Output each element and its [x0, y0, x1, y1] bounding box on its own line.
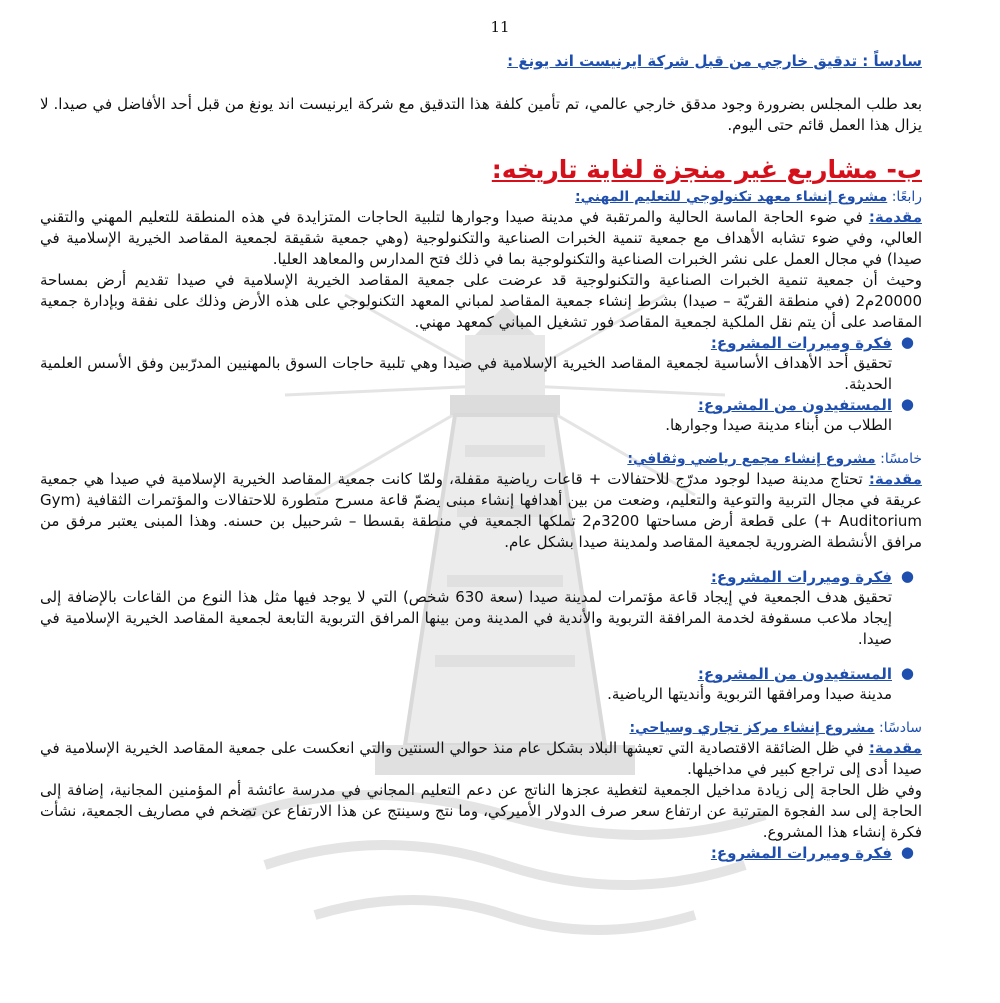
project-5-idea-label: فكرة وميررات المشروع:: [710, 568, 892, 586]
external-audit-text: بعد طلب المجلس بضرورة وجود مدقق خارجي عالمي، تم تأمين كلفة هذا التدقيق مع شركة ايرنيست اند يونغ من قبل أحد الأفاضل في صيدا. لا يزال هذا العمل قائم حتى اليوم.: [40, 95, 922, 134]
project-6-name: مشروع إنشاء مركز تجاري وسياحي:: [629, 720, 875, 736]
project-5-idea: [40, 567, 922, 650]
project-5-intro-label: مقدمة:: [868, 470, 922, 488]
project-4-idea: [40, 333, 922, 395]
project-4-name: مشروع إنشاء معهد تكنولوجي للتعليم المهني:: [575, 189, 888, 205]
project-5-label: خامسًا:: [880, 451, 922, 467]
project-5-benef-label: المستفيدون من المشروع:: [697, 665, 892, 683]
project-4-benef-text: الطلاب من أبناء مدينة صيدا وجوارها.: [665, 416, 892, 434]
project-6-intro: [40, 738, 922, 780]
project-4-beneficiaries: [40, 395, 922, 436]
project-6-label: سادسًا:: [879, 720, 922, 736]
bullet-icon: ●: [900, 843, 914, 861]
page-content: [40, 50, 922, 863]
section-heading-external-audit: سادساً : تدقيق خارجي من قبل شركة ايرنيست اند يونغ :: [507, 52, 922, 70]
bullet-icon: ●: [900, 664, 914, 682]
project-5-beneficiaries: [40, 664, 922, 705]
project-4-idea-label: فكرة وميررات المشروع:: [710, 334, 892, 352]
project-5-intro: [40, 469, 922, 553]
project-4-benef-label: المستفيدون من المشروع:: [697, 396, 892, 414]
project-6-intro-text: في ظل الضائقة الاقتصادية التي تعيشها البلاد بشكل عام منذ حوالي السنتين والتي انعكست على جمعية المقاصد الخيرية الإسلامية في صيدا أدى إلى تراجع كبير في مداخيلها.: [40, 739, 922, 778]
project-4-para2: وحيث أن جمعية تنمية الخبرات الصناعية والتكنولوجية قد عرضت على جمعية المقاصد الخيرية الإسلامية في صيدا تقديم أرض بمساحة 20000م2 (في منطقة القريّة – صيدا) بشرط إنشاء جمعية المقاصد لمباني المعهد التكنولوجي على هذه الأرض وذلك على نفقة وبإدارة جمعية المقاصد على أن يتم نقل الملكية لجمعية المقاصد فور تشغيل المباني كمعهد مهني.: [40, 271, 922, 331]
project-5-name: مشروع إنشاء مجمع رياضي وثقافي:: [627, 451, 876, 467]
project-4-intro-label: مقدمة:: [868, 208, 922, 226]
project-5-heading: [40, 450, 922, 469]
bullet-icon: ●: [900, 333, 914, 351]
project-6-idea-label: فكرة وميررات المشروع:: [710, 844, 892, 862]
project-4-heading: [40, 188, 922, 207]
part-b-title: ب- مشاريع غير منجزة لغاية تاريخه:: [491, 155, 922, 184]
project-4-label: رابعًا:: [891, 189, 922, 205]
bullet-icon: ●: [900, 395, 914, 413]
page-number: 11: [490, 18, 510, 36]
project-4-intro-text: في ضوء الحاجة الماسة الحالية والمرتقبة في مدينة صيدا وجوارها لتلبية الحاجات المتزايدة في هذه المنطقة للتعليم المهني والتقني العالي، وفي ضوء تشابه الأهداف مع جمعية تنمية الخبرات الصناعية والتكنولوجية (وهي جمعية شقيقة لجمعية المقاصد الخيرية الإسلامية في صيدا) في مجال العمل على نشر الخبرات الصناعية والتكنولوجية بما في ذلك فتح المدارس والمعاهد العليا.: [40, 208, 922, 268]
project-5-benef-text: مدينة صيدا ومرافقها التربوية وأنديتها الرياضية.: [607, 685, 892, 703]
bullet-icon: ●: [900, 567, 914, 585]
project-5-idea-text: تحقيق هدف الجمعية في إيجاد قاعة مؤتمرات لمدينة صيدا (سعة 630 شخص) التي لا يوجد فيها مثل هذا النوع من القاعات بالإضافة إلى إيجاد ملاعب مسقوفة لخدمة المرافقة التربوية والأندية في المدينة ومن بينها المرافق التربوية التابعة لجمعية المقاصد الخيرية الإسلامية في صيدا.: [40, 588, 893, 648]
project-6-intro-label: مقدمة:: [868, 739, 922, 757]
project-4-idea-text: تحقيق أحد الأهداف الأساسية لجمعية المقاصد الخيرية الإسلامية في صيدا وهي تلبية حاجات السوق بالمهنيين المدرّبين وفق الأسس العلمية الحديثة.: [40, 354, 892, 393]
project-6-heading: [40, 719, 922, 738]
project-4-intro: [40, 207, 922, 270]
project-5-intro-text: تحتاج مدينة صيدا لوجود مدرّج للاحتفالات + قاعات رياضية مقفلة، ولمّا كانت جمعية المقاصد الخيرية الإسلامية في صيدا هي جمعية عريقة في مجال التربية والتوعية والتعليم، وضعت من بين أهدافها إنشاء مبنى يضمّ قاعة مسرح متطورة للاحتفالات والمؤتمرات الثقافية (Gym + Auditorium) على قطعة أرض مساحتها 3200م2 تملكها الجمعية في منطقة بقسطا – شرحبيل بن حسنه. وهذا المبنى يعتبر مرفق من مرافق الأنشطة الضرورية لجمعية المقاصد ولمدينة صيدا بشكل عام.: [40, 470, 922, 551]
project-6-idea: [40, 843, 922, 863]
project-6-para2: وفي ظل الحاجة إلى زيادة مداخيل الجمعية لتغطية عجزها الناتج عن دعم التعليم المجاني في مدرسة عائشة أم المؤمنين المجانية، إضافة إلى الحاجة إلى سد الفجوة المترتبة عن ارتفاع سعر صرف الدولار الأميركي، وما نتج وسينتج عن هذا الارتفاع عن تضخم في مصاريف الجمعية، نشأت فكرة إنشاء هذا المشروع.: [40, 781, 922, 841]
